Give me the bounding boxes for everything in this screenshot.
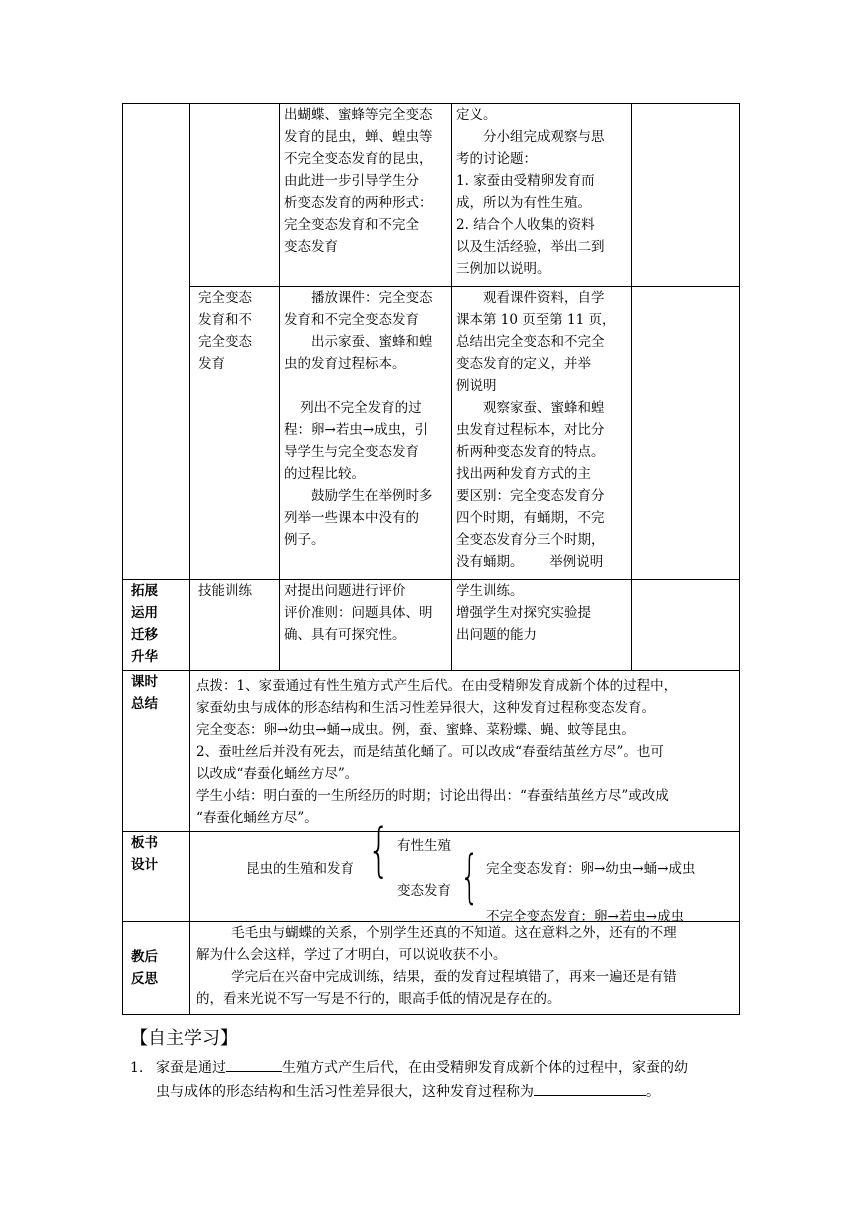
topic-cell [190,580,280,671]
answer-blank[interactable] [226,1056,282,1072]
student-activity-cell [452,580,632,671]
text-line: 的过程比较。 [284,466,365,482]
text-line: 四个时期，有蛹期，不完 [456,510,605,526]
text-line: 观察家蚕、蜜蜂和蝗 [483,400,605,416]
text-line: 学完后在兴奋中完成训练，结果，蚕的发育过程填错了，再来一遍还是有错 [231,969,677,985]
text-line: 析两种变态发育的特点。 [456,444,605,460]
topic-cell [190,287,280,580]
text-line: 1. 家蚕由受精卵发育而 [456,173,595,189]
text-line: 列举一些课本中没有的 [284,510,419,526]
answer-blank[interactable] [534,1080,646,1096]
lesson-plan-table [122,103,740,1015]
text-line: 发育 [198,356,225,372]
text-line: 由此进一步引导学生分 [284,173,419,189]
text-line: 出示家蚕、蜜蜂和蝗 [311,334,433,350]
text-line: 家蚕幼虫与成体的形态结构和生活习性差异很大，这种发育过程称变态发育。 [196,700,655,716]
text-line: 找出两种发育方式的主 [456,466,591,482]
text-line: 点拨：1、家蚕通过有性生殖方式产生后代。在由受精卵发育成新个体的过程中， [196,678,678,694]
text-line: 增强学生对探究实验提 [456,605,591,621]
text-line: 完全变态 [198,334,252,350]
notes-cell-empty [632,287,740,580]
text-line: 要区别：完全变态发育分 [456,488,605,504]
phase-header-line: 升华 [131,649,158,665]
summary-cell [190,671,740,832]
question-body [156,1056,742,1104]
notes-cell-empty [632,104,740,287]
text-line: 考的讨论题： [456,151,537,167]
phase-header-line: 教后 [131,949,158,965]
table-row-continuation [123,104,740,287]
brace-icon: { [460,844,480,912]
text-line: 没有蛹期。 举例说明 [456,554,604,570]
phase-header-line: 设计 [131,857,158,873]
text-line: 列出不完全发育的过 [300,400,422,416]
phase-header-line: 运用 [131,605,158,621]
text-line: 学生训练。 [456,583,524,599]
text-line: 的，看来光说不写一写是不行的，眼高手低的情况是存在的。 [196,991,561,1007]
section-title: 【自主学习】 [130,1028,238,1049]
text-line: 完全变态 [198,290,252,306]
phase-header-cell [123,922,190,1015]
text-line: 全变态发育分三个时期， [456,532,605,548]
text-line: 完全变态：卵→幼虫→蛹→成虫。例，蚕、蜜蜂、菜粉蝶、蝇、蚊等昆虫。 [196,722,635,738]
text-line: 完全变态发育和不完全 [284,217,419,233]
question-text: 生殖方式产生后代，在由受精卵发育成新个体的过程中，家蚕的幼 [282,1060,688,1076]
text-line: 播放课件：完全变态 [311,290,433,306]
text-line: 发育和不完全变态发育 [284,312,419,328]
text-line: 鼓励学生在举例时多 [311,488,433,504]
text-line: 出蝴蝶、蜜蜂等完全变态 [284,107,433,123]
student-activity-cell [452,287,632,580]
board-incomplete-metamorphosis: 不完全变态发育：卵→若虫→成虫 [486,909,685,925]
text-line: 毛毛虫与蝴蝶的关系，个别学生还真的不知道。这在意料之外，还有的不理 [231,925,677,941]
phase-header-line: 板书 [131,835,158,851]
table-row-board [123,832,740,922]
text-line: 出问题的能力 [456,627,537,643]
phase-header-line: 拓展 [131,583,158,599]
text-line: 不完全变态发育的昆虫， [284,151,433,167]
teacher-activity-cell [280,580,452,671]
text-line: 课本第 10 页至第 11 页， [456,312,616,328]
text-line: 评价准则：问题具体、明 [284,605,433,621]
brace-icon: { [368,816,390,885]
question-text: 家蚕是通过 [156,1060,226,1076]
text-line: 导学生与完全变态发育 [284,444,419,460]
text-line: 定义。 [456,107,497,123]
text-line: 分小组完成观察与思 [483,129,605,145]
text-line: 确、具有可探究性。 [284,627,406,643]
phase-header-line: 迁移 [131,627,158,643]
board-metamorphosis: 变态发育 [397,883,451,899]
text-line: 2、蚕吐丝后并没有死去，而是结茧化蛹了。可以改成“春蚕结茧丝方尽”。也可 [196,744,664,760]
text-line: 解为什么会这样，学过了才明白，可以说收获不小。 [196,947,507,963]
teacher-activity-cell [280,104,452,287]
text-line: 观看课件资料，自学 [483,290,605,306]
phase-header-cell [123,580,190,671]
text-line: “春蚕化蛹丝方尽”。 [196,810,318,826]
text-line: 发育和不 [198,312,252,328]
text-line: 变态发育的定义，并举 [456,356,591,372]
text-line: 2. 结合个人收集的资料 [456,217,595,233]
table-row-reflection [123,922,740,1015]
reflection-cell [190,922,740,1015]
board-root: 昆虫的生殖和发育 [246,861,354,877]
phase-header-line: 总结 [131,696,158,712]
student-activity-cell [452,104,632,287]
text-line: 对提出问题进行评价 [284,583,406,599]
board-complete-metamorphosis: 完全变态发育：卵→幼虫→蛹→成虫 [486,861,696,877]
text-line: 以及生活经验，举出二到 [456,239,605,255]
text-line: 三例加以说明。 [456,261,551,277]
text-line: 程：卵→若虫→成虫，引 [284,422,429,438]
table-row-extension [123,580,740,671]
board-sexual-reproduction: 有性生殖 [397,838,451,854]
text-line: 技能训练 [198,583,252,599]
text-line: 例子。 [284,532,325,548]
text-line: 以改成“春蚕化蛹丝方尽”。 [196,766,359,782]
table-row-metamorphosis [123,287,740,580]
text-line: 虫的发育过程标本。 [284,356,406,372]
text-line: 学生小结：明白蚕的一生所经历的时期；讨论出得出：“春蚕结茧丝方尽”或改成 [196,788,669,804]
text-line: 析变态发育的两种形式： [284,195,433,211]
question-text: 虫与成体的形态结构和生活习性差异很大，这种发育过程称为 [156,1084,534,1100]
phase-header-cell [123,832,190,922]
text-line: 总结出完全变态和不完全 [456,334,605,350]
text-line: 虫发育过程标本，对比分 [456,422,605,438]
text-line: 成，所以为有性生殖。 [456,195,591,211]
text-line: 例说明 [456,378,497,394]
topic-cell-empty [190,104,280,287]
text-line: 发育的昆虫，蝉、蝗虫等 [284,129,433,145]
question-text: 。 [646,1084,660,1100]
phase-header-line: 课时 [131,674,158,690]
question-1 [122,1056,742,1104]
phase-header-line: 反思 [131,971,158,987]
text-line: 变态发育 [284,239,338,255]
table-row-summary [123,671,740,832]
teacher-activity-cell [280,287,452,580]
notes-cell-empty [632,580,740,671]
phase-header-cell [123,671,190,832]
phase-cell-empty [123,104,190,580]
question-number: 1. [130,1060,144,1076]
